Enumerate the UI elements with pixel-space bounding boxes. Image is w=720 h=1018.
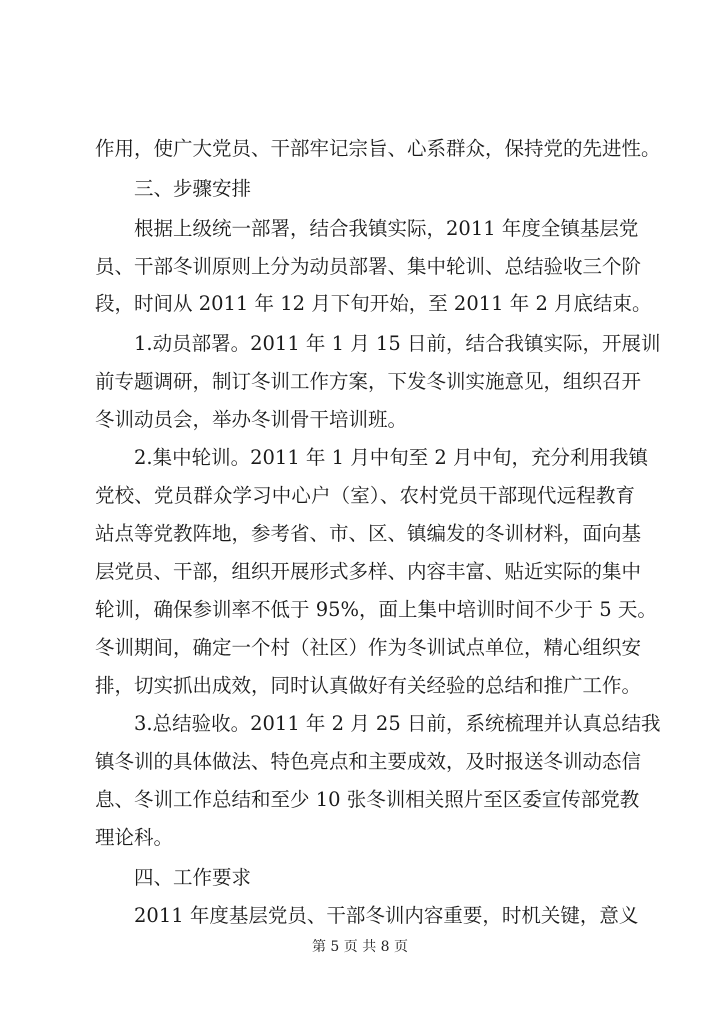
page-number-footer: 第 5 页 共 8 页	[311, 939, 409, 955]
paragraph-line: 2.集中轮训。2011 年 1 月中旬至 2 月中旬，充分利用我镇	[134, 446, 649, 469]
paragraph-line: 员、干部冬训原则上分为动员部署、集中轮训、总结验收三个阶	[95, 255, 642, 278]
paragraph-line: 站点等党教阵地，参考省、市、区、镇编发的冬训材料，面向基	[95, 522, 642, 545]
paragraph-line: 2011 年度基层党员、干部冬训内容重要，时机关键，意义	[134, 904, 639, 927]
section-heading-requirements: 四、工作要求	[134, 866, 252, 889]
paragraph-line: 息、冬训工作总结和至少 10 张冬训相关照片至区委宣传部党教	[95, 788, 640, 811]
paragraph-line: 排，切实抓出成效，同时认真做好有关经验的总结和推广工作。	[95, 674, 642, 697]
paragraph-line: 3.总结验收。2011 年 2 月 25 日前，系统梳理并认真总结我	[134, 712, 661, 735]
paragraph-line: 作用，使广大党员、干部牢记宗旨、心系群众，保持党的先进性。	[95, 137, 661, 160]
paragraph-line: 轮训，确保参训率不低于 95%，面上集中培训时间不少于 5 天。	[95, 598, 657, 621]
paragraph-line: 段，时间从 2011 年 12 月下旬开始，至 2011 年 2 月底结束。	[95, 292, 652, 315]
paragraph-line: 镇冬训的具体做法、特色亮点和主要成效，及时报送冬训动态信	[95, 750, 642, 773]
paragraph-line: 根据上级统一部署，结合我镇实际，2011 年度全镇基层党	[134, 217, 639, 240]
paragraph-line: 层党员、干部，组织开展形式多样、内容丰富、贴近实际的集中	[95, 560, 642, 583]
paragraph-line: 理论科。	[95, 826, 174, 849]
paragraph-line: 党校、党员群众学习中心户（室）、农村党员干部现代远程教育	[95, 484, 635, 507]
section-heading-steps: 三、步骤安排	[134, 177, 252, 200]
paragraph-line: 1.动员部署。2011 年 1 月 15 日前，结合我镇实际，开展训	[134, 332, 661, 355]
paragraph-line: 冬训动员会，举办冬训骨干培训班。	[95, 408, 408, 431]
paragraph-line: 冬训期间，确定一个村（社区）作为冬训试点单位，精心组织安	[95, 636, 642, 659]
paragraph-line: 前专题调研，制订冬训工作方案，下发冬训实施意见，组织召开	[95, 370, 642, 393]
